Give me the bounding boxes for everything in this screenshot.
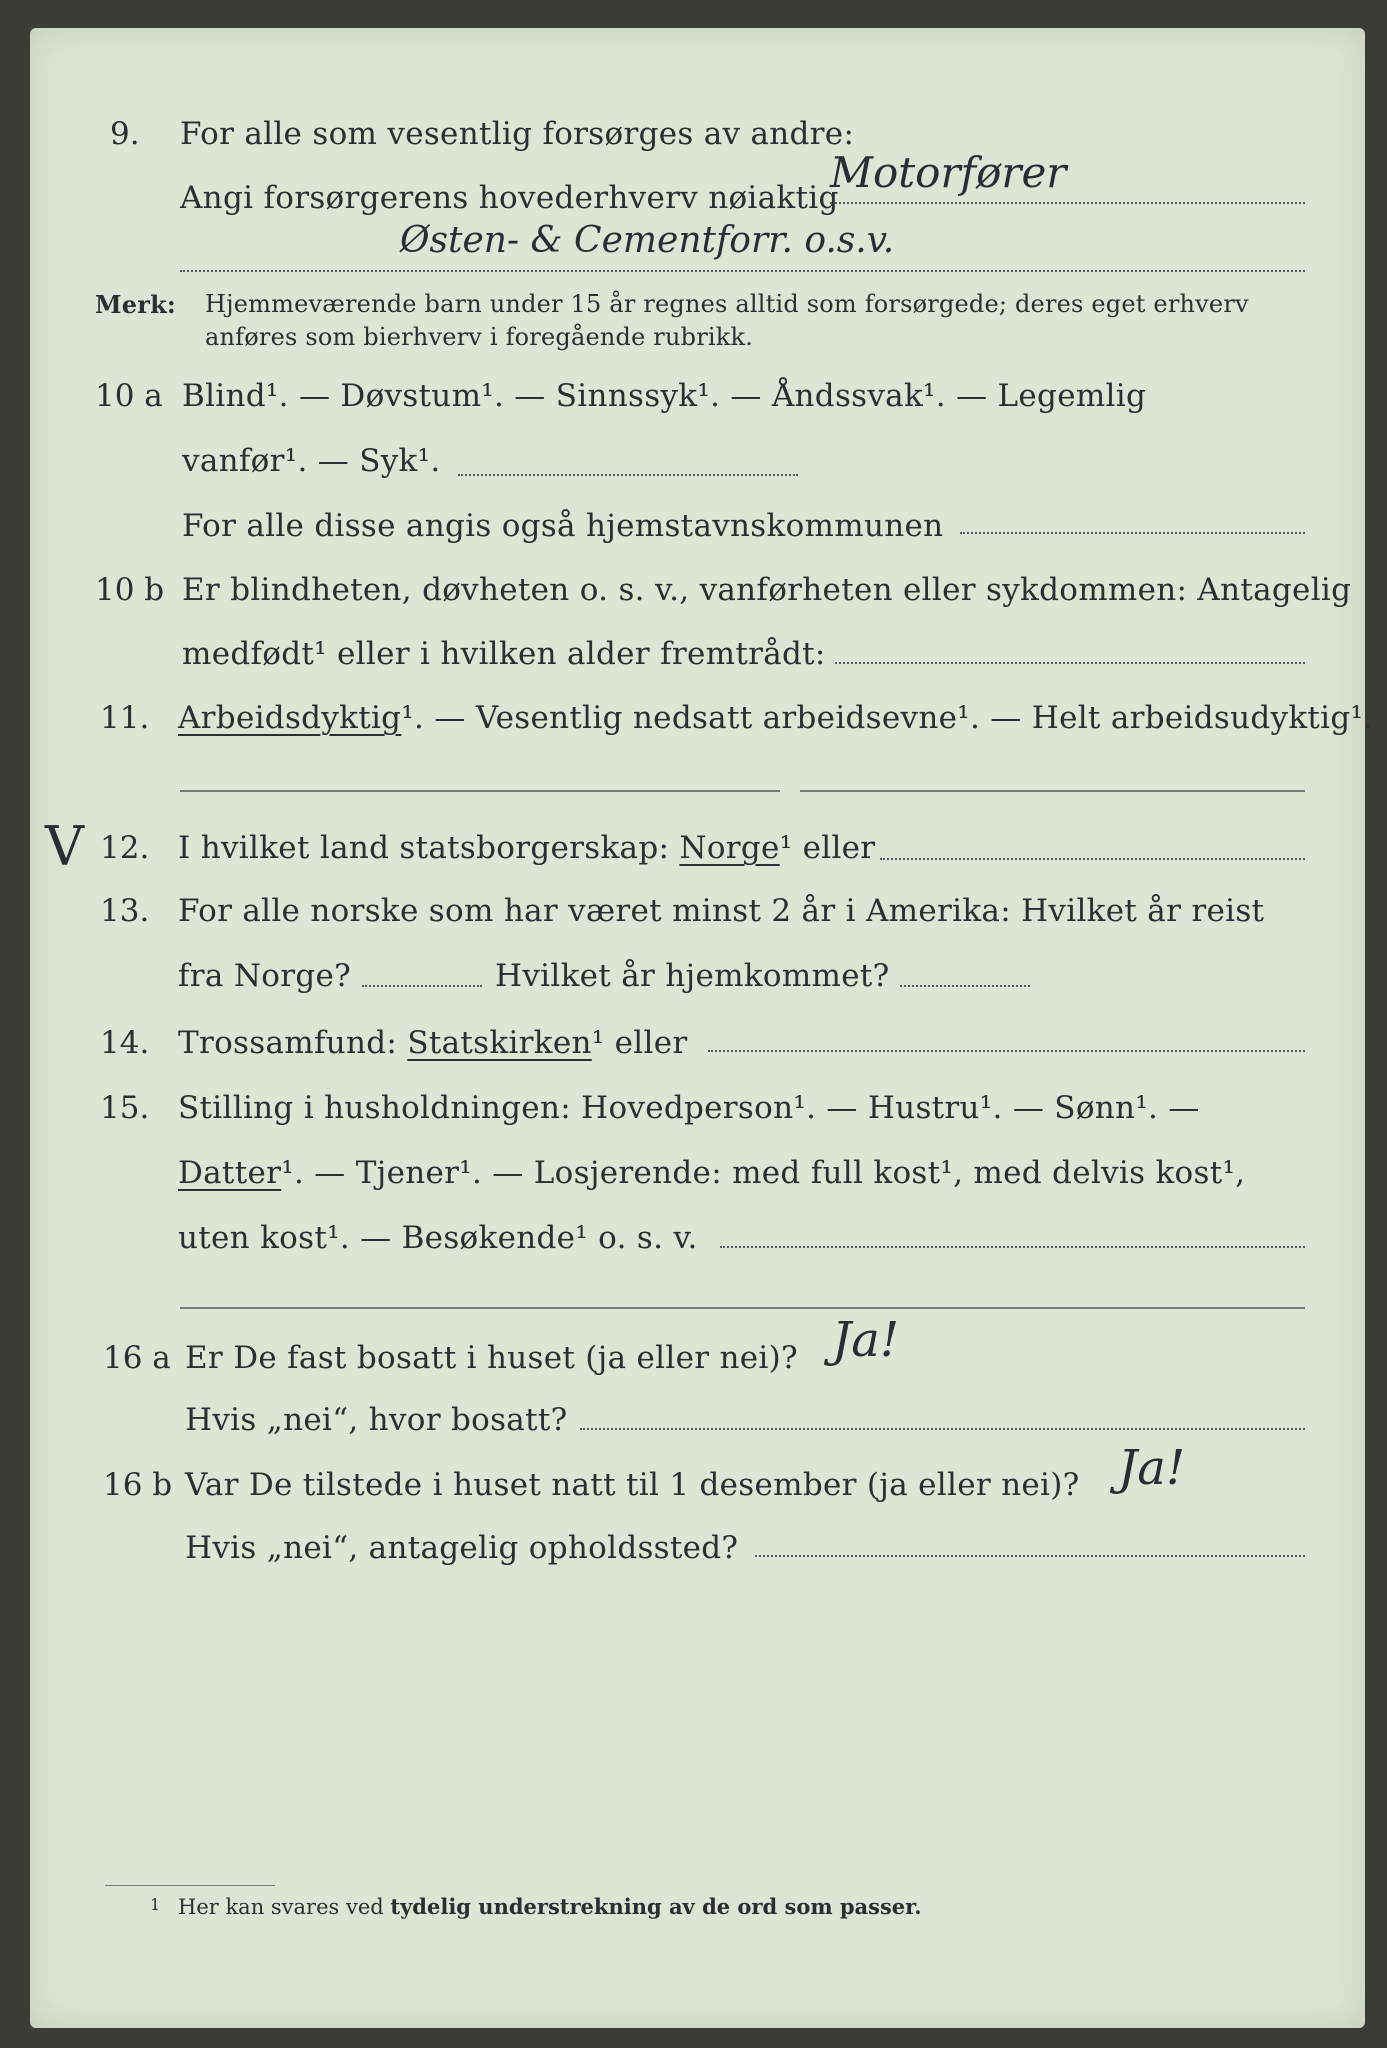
q9-answer-line1 <box>830 202 1305 204</box>
q16b-handwritten-answer: Ja! <box>1118 1440 1186 1496</box>
q12-number: 12. <box>100 830 150 866</box>
q12-check-mark: V <box>45 815 84 878</box>
q16b-line2: Hvis „nei“, antagelig opholdssted? <box>185 1530 739 1566</box>
q10b-line1: Er blindheten, døvheten o. s. v., vanførheten eller sykdommen: Antagelig <box>182 572 1352 608</box>
q9-handwritten-answer1: Motorfører <box>830 148 1067 197</box>
q10a-line1: Blind¹. — Døvstum¹. — Sinnssyk¹. — Åndssvak¹. — Legemlig <box>182 378 1147 414</box>
q9-line1: For alle som vesentlig forsørges av andre: <box>180 116 855 152</box>
q11-line-b <box>800 790 1305 792</box>
q10a-line3: For alle disse angis også hjemstavnskommunen <box>182 508 944 544</box>
q13-number: 13. <box>100 893 150 929</box>
q11-selected-option: Arbeidsdyktig <box>178 700 402 736</box>
q13-hjemkommet-line <box>900 985 1030 987</box>
merk-line1: Hjemmeværende barn under 15 år regnes alltid som forsørgede; deres eget erhverv <box>205 290 1249 318</box>
q9-line2: Angi forsørgerens hovederhverv nøiaktig <box>180 180 839 216</box>
q10b-answer-line <box>835 662 1305 664</box>
q10a-answer-line <box>458 474 798 476</box>
q9-handwritten-answer2: Østen- & Cementforr. o.s.v. <box>400 220 895 261</box>
q14-text: Trossamfund: Statskirken¹ eller <box>178 1025 688 1061</box>
q13-reist-line <box>362 985 482 987</box>
q12-answer-line <box>880 858 1305 860</box>
q16a-handwritten-answer: Ja! <box>832 1312 900 1368</box>
q15-extra-line <box>180 1307 1305 1309</box>
q16b-answer-line <box>755 1555 1305 1557</box>
q16a-line2: Hvis „nei“, hvor bosatt? <box>185 1402 568 1438</box>
footnote-rule <box>105 1885 275 1886</box>
merk-label: Merk: <box>95 290 176 319</box>
q15-line1: Stilling i husholdningen: Hovedperson¹. — Hustru¹. — Sønn¹. — <box>178 1090 1200 1126</box>
q15-answer-line <box>720 1246 1305 1248</box>
q10a-number: 10 a <box>95 378 163 414</box>
q12-text: I hvilket land statsborgerskap: Norge¹ eller <box>178 830 876 866</box>
q9-number: 9. <box>110 116 140 152</box>
q10a-hjemstavn-line <box>960 532 1305 534</box>
q10b-number: 10 b <box>95 572 165 608</box>
q13-line1: For alle norske som har været minst 2 år i Amerika: Hvilket år reist <box>178 893 1265 929</box>
footnote-text: Her kan svares ved tydelig understrekning av de ord som passer. <box>178 1894 922 1919</box>
merk-line2: anføres som bierhverv i foregående rubrikk. <box>205 323 754 351</box>
q14-number: 14. <box>100 1025 150 1061</box>
q11-line-a <box>180 790 780 792</box>
q16a-answer-line <box>580 1428 1305 1430</box>
q14-answer-line <box>708 1050 1305 1052</box>
q16b-number: 16 b <box>103 1467 173 1503</box>
q11-text: Arbeidsdyktig¹. — Vesentlig nedsatt arbeidsevne¹. — Helt arbeidsudyktig¹. <box>178 700 1374 736</box>
q13-line2a: fra Norge? <box>178 958 352 994</box>
q15-selected-option: Datter <box>178 1155 282 1191</box>
q15-number: 15. <box>100 1090 150 1126</box>
q16a-line1: Er De fast bosatt i huset (ja eller nei)? <box>185 1340 798 1376</box>
q10b-line2: medfødt¹ eller i hvilken alder fremtrådt: <box>182 636 826 672</box>
q15-line3: uten kost¹. — Besøkende¹ o. s. v. <box>178 1220 698 1256</box>
q10a-line2: vanfør¹. — Syk¹. <box>182 443 441 479</box>
footnote-marker: 1 <box>150 1895 161 1914</box>
q14-selected-option: Statskirken <box>407 1025 592 1061</box>
q15-line2: Datter¹. — Tjener¹. — Losjerende: med full kost¹, med delvis kost¹, <box>178 1155 1246 1191</box>
q13-line2b: Hvilket år hjemkommet? <box>495 958 890 994</box>
q16a-number: 16 a <box>103 1340 171 1376</box>
q11-number: 11. <box>100 700 150 736</box>
q12-selected-option: Norge <box>679 830 780 866</box>
q16b-line1: Var De tilstede i huset natt til 1 desember (ja eller nei)? <box>185 1467 1080 1503</box>
q9-answer-line2 <box>180 270 1305 272</box>
